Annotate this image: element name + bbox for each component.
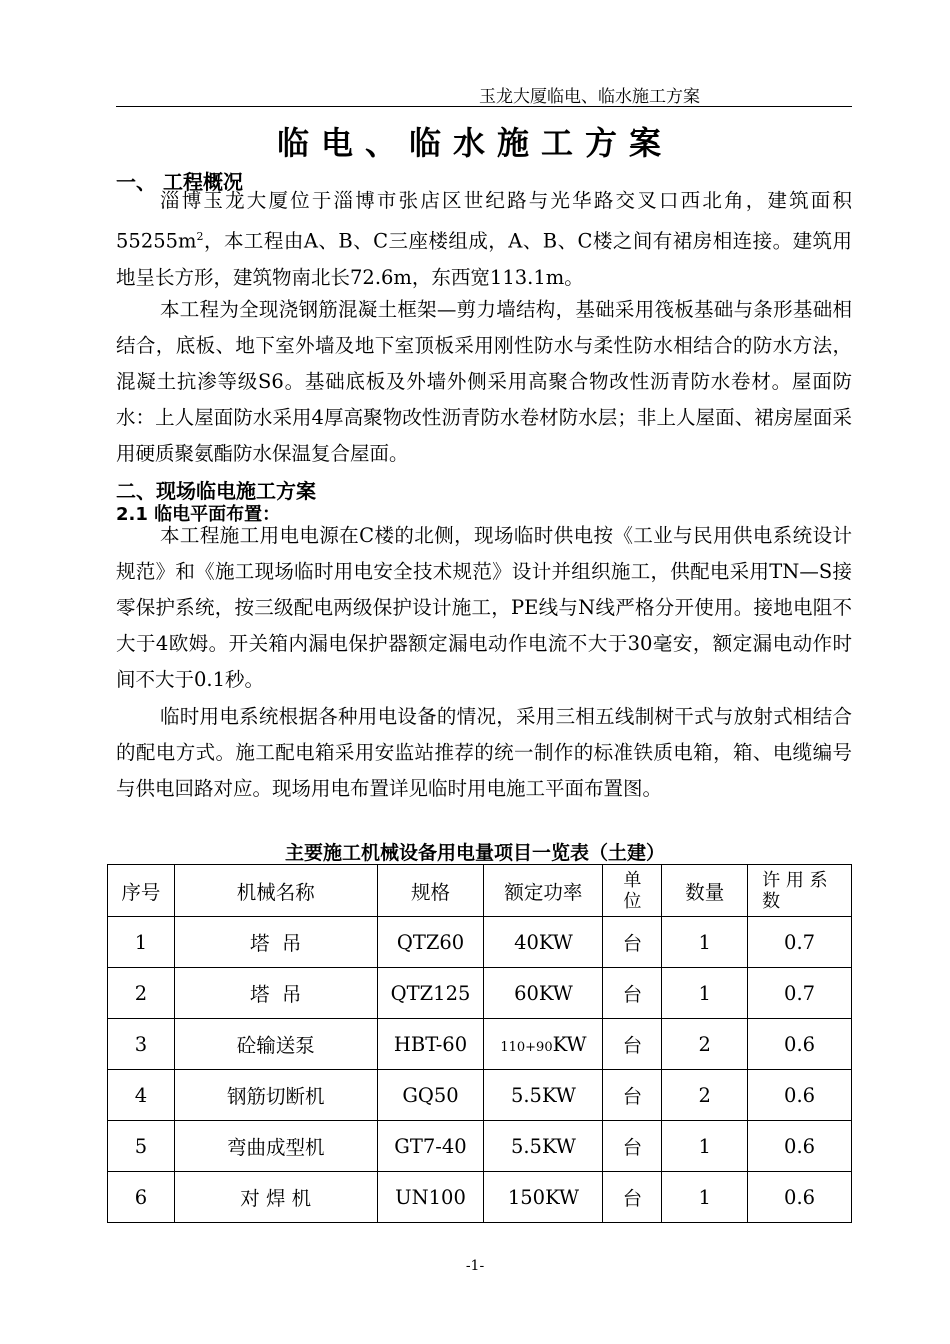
table-header-row [108, 865, 852, 917]
section-2-1-heading: 2.1 临电平面布置： [116, 504, 281, 525]
cell-unit: 台 [603, 917, 662, 968]
table-row [108, 917, 852, 968]
header-cell-spec: 规格 [377, 865, 484, 917]
cell-unit: 台 [603, 1172, 662, 1223]
cell-qty: 1 [662, 1121, 748, 1172]
running-header: 玉龙大厦临电、临水施工方案 [479, 87, 700, 107]
cell-name: 对 焊 机 [174, 1172, 377, 1223]
table-row [108, 968, 852, 1019]
cell-power-unit: KW [552, 1032, 587, 1056]
table-row [108, 1121, 852, 1172]
header-rule [116, 106, 852, 107]
header-unit-line-2: 位 [623, 890, 642, 912]
table-title: 主要施工机械设备用电量项目一览表（土建） [284, 842, 665, 864]
section-1-paragraph-2: 本工程为全现浇钢筋混凝土框架—剪力墙结构，基础采用筏板基础与条形基础相结合，底板、地下室外墙及地下室顶板采用刚性防水与柔性防水相结合的防水方法，混凝土抗渗等级S6。基础底板及外墙外侧采用高聚合物改性沥青防水卷材。屋面防水：上人屋面防水采用4厚高聚物改性沥青防水卷材防水层；非上人屋面、裙房屋面采用硬质聚氨酯防水保温复合屋面。 [116, 298, 852, 465]
cell-unit: 台 [603, 1019, 662, 1070]
page-title: 临电、临水施工方案 [276, 124, 673, 162]
section-1-paragraph-1 [116, 183, 852, 296]
cell-unit: 台 [603, 968, 662, 1019]
cell-no: 6 [108, 1172, 175, 1223]
cell-spec: QTZ125 [377, 968, 484, 1019]
header-unit-line-1: 单 [623, 869, 642, 891]
table-row [108, 1172, 852, 1223]
cell-qty: 2 [662, 1019, 748, 1070]
cell-qty: 1 [662, 917, 748, 968]
section-1-p1-text-b: ，本工程由A、B、C三座楼组成，A、B、C楼之间有裙房相连接。建筑用地呈长方形，建筑物南北长72.6m，东西宽113.1m。 [116, 229, 852, 289]
equipment-table [107, 864, 852, 1223]
cell-spec: UN100 [377, 1172, 484, 1223]
cell-power: 150KW [484, 1172, 603, 1223]
cell-name: 砼输送泵 [174, 1019, 377, 1070]
cell-no: 3 [108, 1019, 175, 1070]
section-2-paragraph-2: 临时用电系统根据各种用电设备的情况，采用三相五线制树干式与放射式相结合的配电方式。施工配电箱采用安监站推荐的统一制作的标准铁质电箱，箱、电缆编号与供电回路对应。现场用电布置详见临时用电施工平面布置图。 [116, 705, 852, 800]
table-row [108, 1019, 852, 1070]
cell-power [484, 1019, 603, 1070]
header-cell-name: 机械名称 [174, 865, 377, 917]
cell-unit: 台 [603, 1070, 662, 1121]
cell-coefficient: 0.6 [748, 1121, 852, 1172]
cell-qty: 1 [662, 968, 748, 1019]
section-2-paragraph-1: 本工程施工用电电源在C楼的北侧，现场临时供电按《工业与民用供电系统设计规范》和《施工现场临时用电安全技术规范》设计并组织施工，供配电采用TN—S接零保护系统，按三级配电两级保护设计施工，PE线与N线严格分开使用。接地电阻不大于4欧姆。开关箱内漏电保护器额定漏电动作电流不大于30毫安，额定漏电动作时间不大于0.1秒。 [116, 524, 852, 691]
cell-name: 钢筋切断机 [174, 1070, 377, 1121]
superscript: 2 [196, 230, 204, 243]
header-cell-qty: 数量 [662, 865, 748, 917]
cell-name: 塔 吊 [174, 917, 377, 968]
cell-coefficient: 0.6 [748, 1019, 852, 1070]
cell-no: 5 [108, 1121, 175, 1172]
cell-power: 5.5KW [484, 1070, 603, 1121]
cell-coefficient: 0.7 [748, 968, 852, 1019]
cell-power: 60KW [484, 968, 603, 1019]
cell-spec: GT7-40 [377, 1121, 484, 1172]
header-coef-line-2: 数 [762, 890, 781, 912]
table-row [108, 1070, 852, 1121]
cell-no: 4 [108, 1070, 175, 1121]
cell-unit: 台 [603, 1121, 662, 1172]
cell-no: 2 [108, 968, 175, 1019]
cell-power-value: 110+90 [500, 1039, 553, 1055]
cell-no: 1 [108, 917, 175, 968]
cell-power: 40KW [484, 917, 603, 968]
cell-spec: QTZ60 [377, 917, 484, 968]
cell-spec: GQ50 [377, 1070, 484, 1121]
cell-coefficient: 0.6 [748, 1070, 852, 1121]
cell-coefficient: 0.7 [748, 917, 852, 968]
cell-qty: 1 [662, 1172, 748, 1223]
section-1-p1-text-a: 淄博玉龙大厦位于淄博市张店区世纪路与光华路交叉口西北角，建筑面积55255m [116, 189, 852, 253]
cell-power: 5.5KW [484, 1121, 603, 1172]
header-coef-line-1: 许 用 系 [762, 869, 828, 891]
header-cell-no: 序号 [108, 865, 175, 917]
section-1-heading: 一、 工程概况 [116, 170, 243, 194]
section-2-heading: 二、现场临电施工方案 [116, 479, 316, 503]
cell-name: 弯曲成型机 [174, 1121, 377, 1172]
header-cell-power: 额定功率 [484, 865, 603, 917]
header-cell-coefficient [748, 865, 852, 917]
cell-spec: HBT-60 [377, 1019, 484, 1070]
cell-name: 塔 吊 [174, 968, 377, 1019]
page-number: -1- [465, 1258, 485, 1274]
header-cell-unit [603, 865, 662, 917]
cell-coefficient: 0.6 [748, 1172, 852, 1223]
cell-qty: 2 [662, 1070, 748, 1121]
